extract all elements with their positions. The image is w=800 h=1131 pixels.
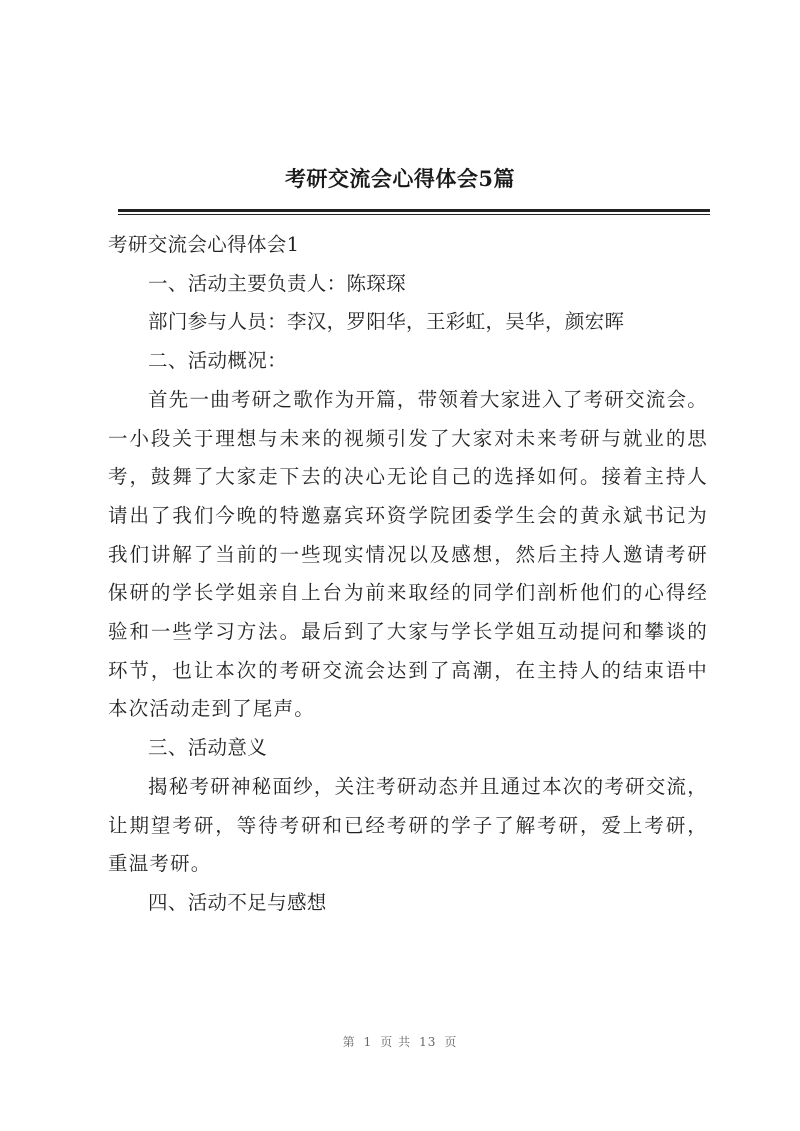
footer-suffix: 页: [444, 1035, 458, 1049]
document-body: [108, 226, 708, 923]
page-footer: [0, 1033, 800, 1050]
title-divider-thin: [118, 214, 710, 215]
paragraph-overview-heading: 二、活动概况：: [148, 349, 287, 373]
footer-page-number: 1: [363, 1035, 373, 1049]
footer-total-pages: 13: [419, 1035, 437, 1049]
title-divider-thick: [118, 209, 710, 212]
section-heading: 考研交流会心得体会1: [108, 233, 300, 256]
footer-prefix: 第: [342, 1035, 356, 1049]
paragraph-participants: 部门参与人员：李汉，罗阳华，王彩虹，吴华，颜宏晖: [148, 310, 625, 334]
paragraph-responsible: 一、活动主要负责人：陈琛琛: [148, 271, 407, 295]
paragraph-shortcomings-heading: 四、活动不足与感想: [148, 890, 327, 914]
paragraph-significance-heading: 三、活动意义: [148, 736, 268, 760]
footer-middle: 页 共: [380, 1035, 412, 1049]
paragraph-overview-body: 首先一曲考研之歌作为开篇，带领着大家进入了考研交流会。一小段关于理想与未来的视频引发了大家对未来考研与就业的思考，鼓舞了大家走下去的决心无论自己的选择如何。接着主持人请出了我们今晚的特邀嘉宾环资学院团委学生会的黄永斌书记为我们讲解了当前的一些现实情况以及感想，然后主持人邀请考研保研的学长学姐亲自上台为前来取经的同学们剖析他们的心得经验和一些学习方法。最后到了大家与学长学姐互动提问和攀谈的环节，也让本次的考研交流会达到了高潮，在主持人的结束语中本次活动走到了尾声。: [108, 387, 708, 721]
document-title: 考研交流会心得体会5篇: [284, 166, 516, 191]
paragraph-significance-body: 揭秘考研神秘面纱，关注考研动态并且通过本次的考研交流，让期望考研，等待考研和已经考研的学子了解考研，爱上考研，重温考研。: [108, 774, 708, 876]
